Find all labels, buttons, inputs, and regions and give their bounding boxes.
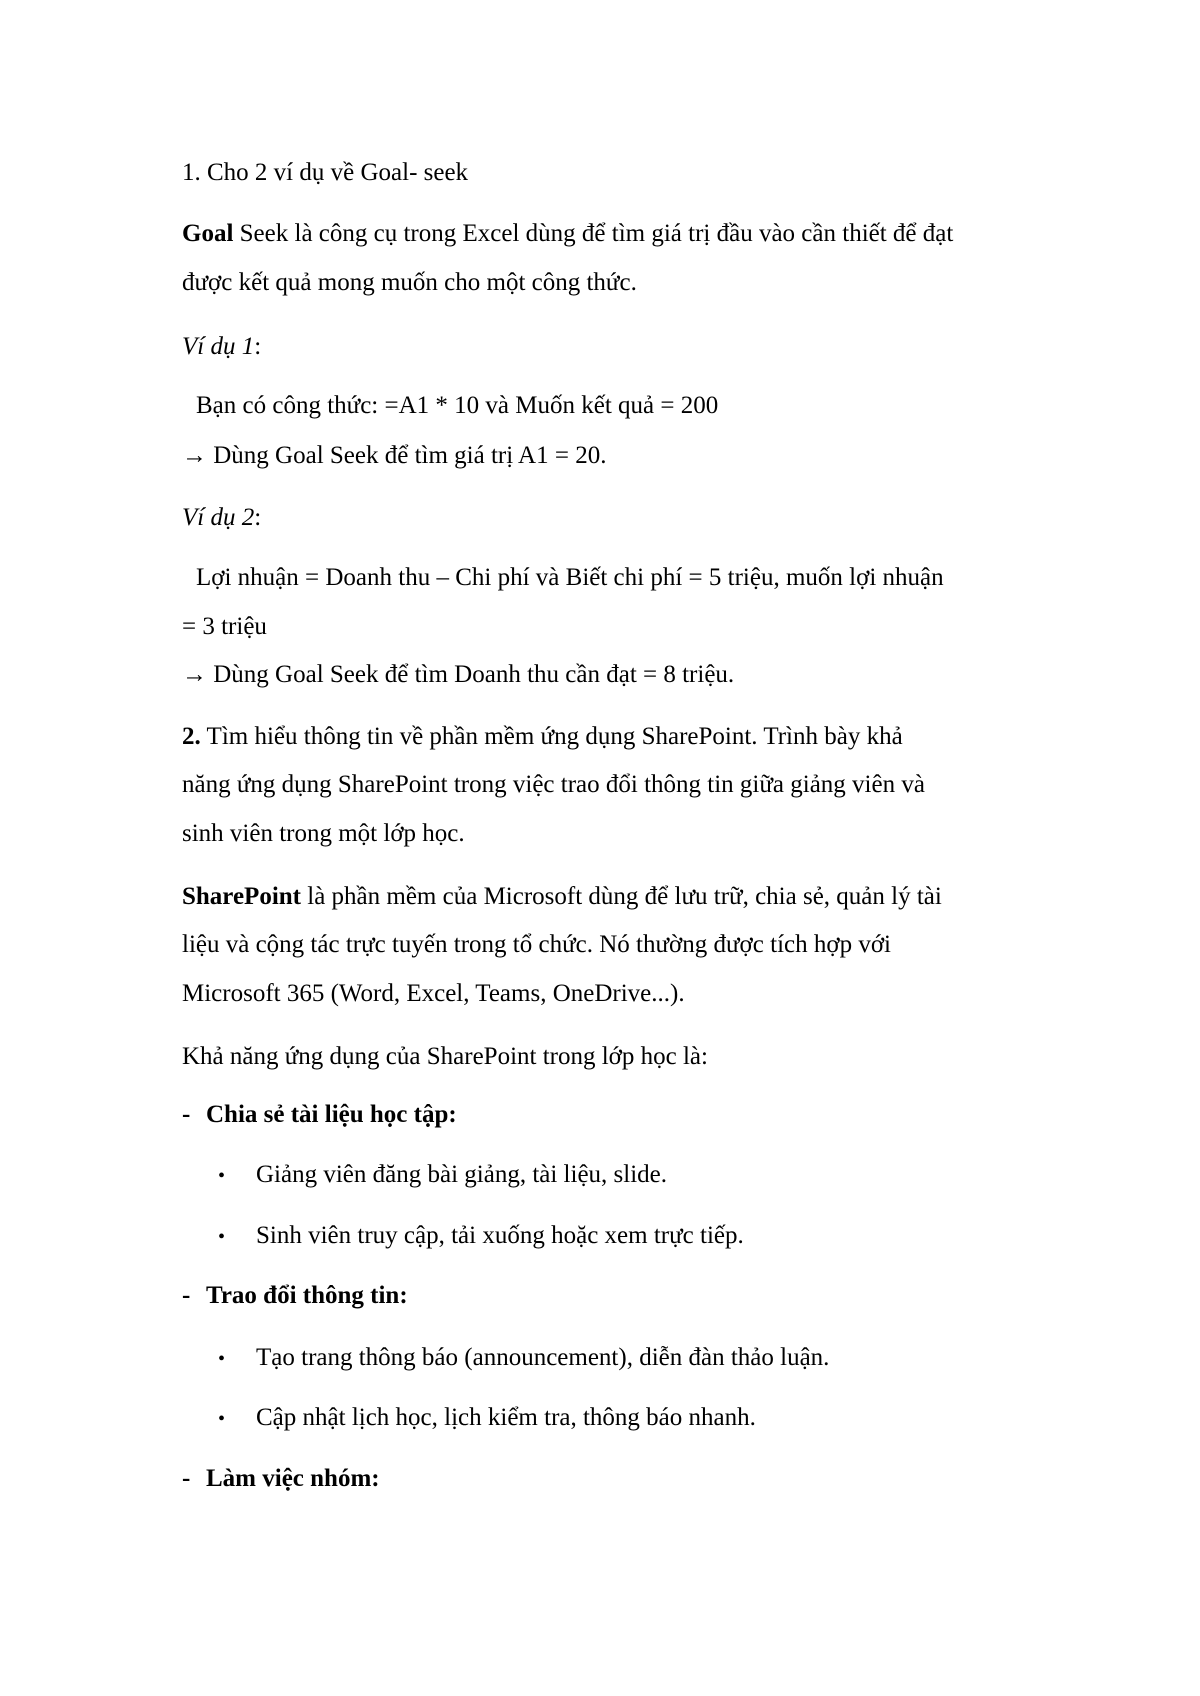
goal-seek-definition-line-1 bbox=[182, 219, 953, 249]
section-title-sharing: - Chia sẻ tài liệu học tập: bbox=[182, 1101, 457, 1128]
sharepoint-definition-line-2: liệu và cộng tác trực tuyến trong tổ chức. Nó thường được tích hợp với bbox=[182, 931, 891, 958]
dash-marker: - bbox=[182, 1101, 191, 1128]
abilities-intro: Khả năng ứng dụng của SharePoint trong lớp học là: bbox=[182, 1043, 708, 1070]
list-item: • Giảng viên đăng bài giảng, tài liệu, slide. bbox=[218, 1160, 667, 1191]
goal-term: Goal bbox=[182, 220, 234, 247]
bullet-icon: • bbox=[218, 1165, 226, 1187]
q2-heading-line-2: năng ứng dụng SharePoint trong việc trao đổi thông tin giữa giảng viên và bbox=[182, 771, 925, 798]
dash-marker: - bbox=[182, 1465, 191, 1492]
section-title-teamwork: - Làm việc nhóm: bbox=[182, 1465, 380, 1492]
bullet-icon: • bbox=[218, 1226, 226, 1248]
bullet-icon: • bbox=[218, 1348, 226, 1370]
example-1-label: Ví dụ 1 bbox=[182, 333, 255, 360]
example-1-line-1: Bạn có công thức: =A1 * 10 và Muốn kết quả = 200 bbox=[196, 392, 719, 419]
list-item: • Sinh viên truy cập, tải xuống hoặc xem trực tiếp. bbox=[218, 1221, 744, 1252]
example-2-line-2: = 3 triệu bbox=[182, 613, 267, 640]
bullet-icon: • bbox=[218, 1408, 226, 1430]
goal-seek-definition-line-2: được kết quả mong muốn cho một công thức. bbox=[182, 269, 637, 296]
section-title-exchange: - Trao đổi thông tin: bbox=[182, 1282, 408, 1309]
example-2-label-line: Ví dụ 2: bbox=[182, 504, 262, 531]
q2-heading-line-3: sinh viên trong một lớp học. bbox=[182, 820, 465, 847]
example-1-label-line: Ví dụ 1: bbox=[182, 333, 262, 360]
list-item: • Tạo trang thông báo (announcement), diễn đàn thảo luận. bbox=[218, 1343, 829, 1374]
example-2-line-1: Lợi nhuận = Doanh thu – Chi phí và Biết chi phí = 5 triệu, muốn lợi nhuận bbox=[196, 564, 944, 591]
dash-marker: - bbox=[182, 1282, 191, 1309]
q2-number: 2. bbox=[182, 723, 201, 750]
example-1-line-2: → Dùng Goal Seek để tìm giá trị A1 = 20. bbox=[182, 442, 607, 469]
example-2-line-3: → Dùng Goal Seek để tìm Doanh thu cần đạt = 8 triệu. bbox=[182, 661, 735, 688]
q1-heading: 1. Cho 2 ví dụ về Goal- seek bbox=[182, 159, 469, 186]
example-2-label: Ví dụ 2 bbox=[182, 504, 255, 531]
sharepoint-definition-line-3: Microsoft 365 (Word, Excel, Teams, OneDrive...). bbox=[182, 980, 685, 1007]
sharepoint-term: SharePoint bbox=[182, 883, 301, 910]
definition-text: Seek là công cụ trong Excel dùng để tìm giá trị đầu vào cần thiết để đạt bbox=[233, 220, 954, 247]
sharepoint-definition-line-1: SharePoint là phần mềm của Microsoft dùng để lưu trữ, chia sẻ, quản lý tài bbox=[182, 883, 942, 910]
list-item: • Cập nhật lịch học, lịch kiểm tra, thông báo nhanh. bbox=[218, 1403, 756, 1434]
q2-heading-line-1: 2. Tìm hiểu thông tin về phần mềm ứng dụng SharePoint. Trình bày khả bbox=[182, 723, 903, 750]
